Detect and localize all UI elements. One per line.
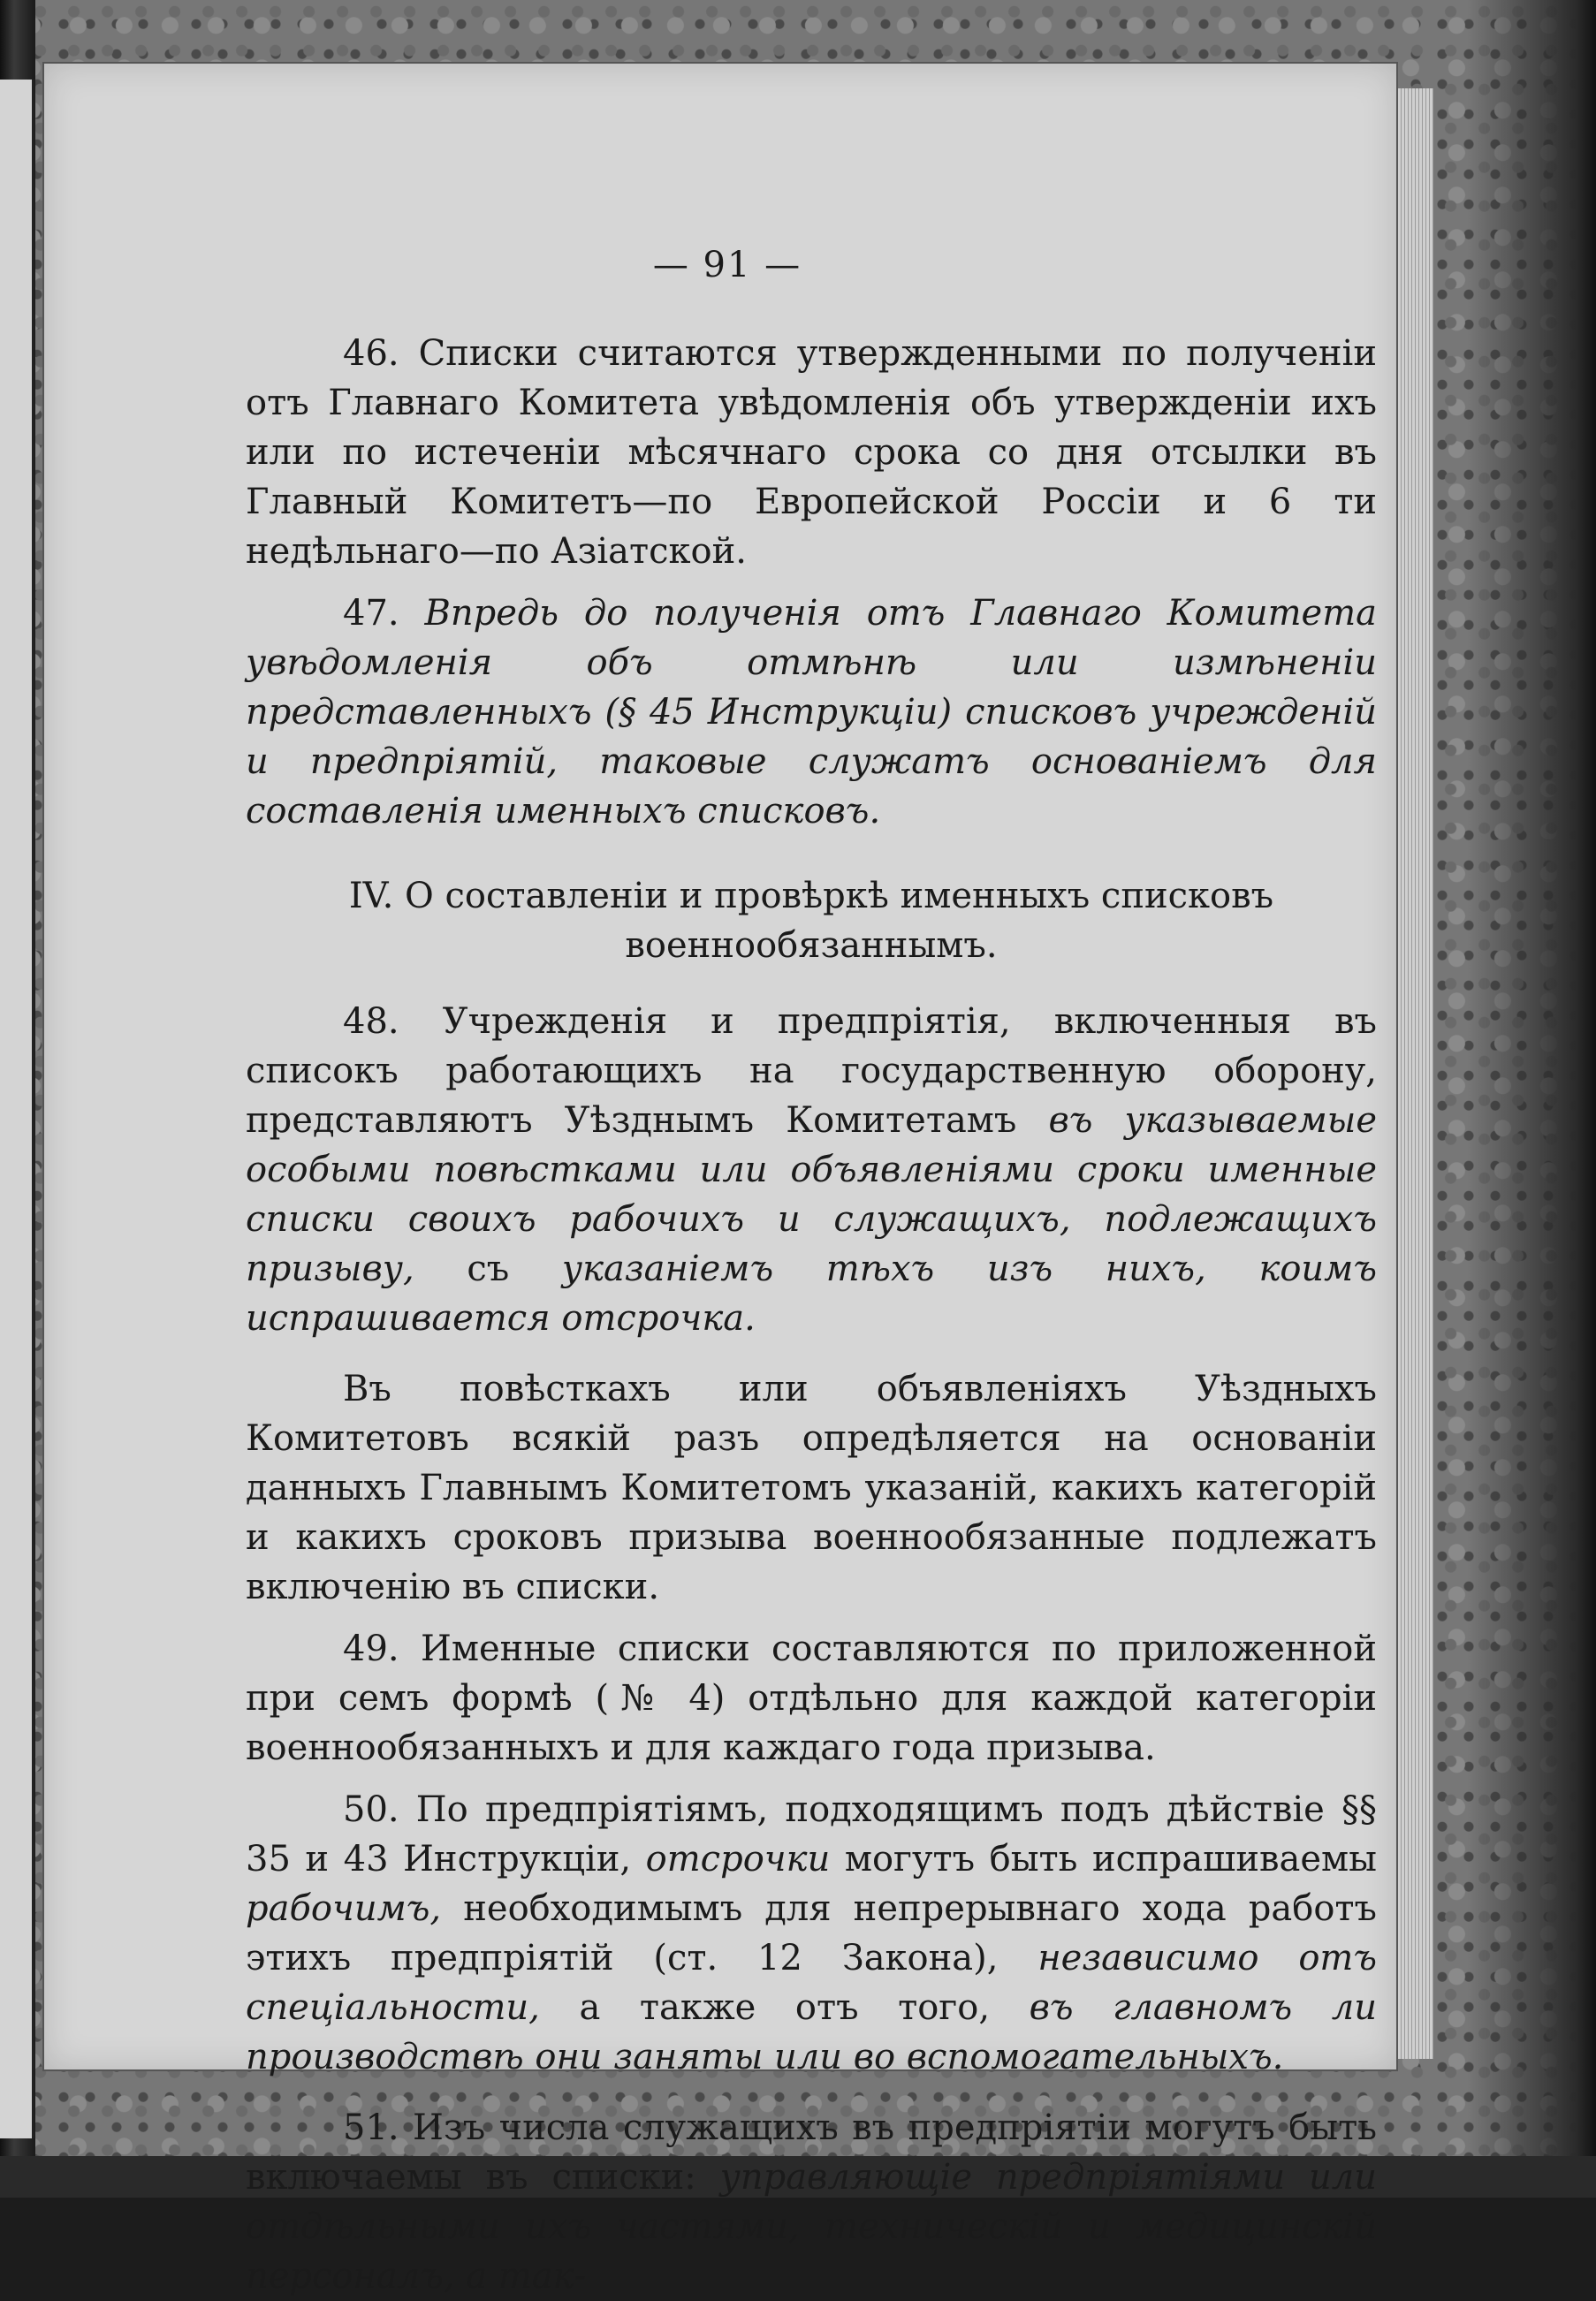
paragraph-50-text-d: а также отъ того, — [539, 1987, 1030, 2028]
paragraph-47-number: 47. — [343, 593, 425, 634]
section-iv-title: IV. О составленіи и провѣркѣ именныхъ списковъ военнообязаннымъ. — [348, 876, 1274, 966]
previous-page-edge — [0, 80, 34, 2138]
page-text — [246, 240, 1377, 2301]
paragraph-50-italic-1: отсрочки — [645, 1839, 831, 1880]
paragraph-46 — [246, 329, 1377, 576]
paragraph-51-italic: управляющіе предпріятіями или отдѣльными ихъ частями, техническій и медицинскій персоналъ, а так- — [246, 2157, 1377, 2297]
paragraph-48-continuation-text: Въ повѣсткахъ или объявленіяхъ Уѣздныхъ Комитетовъ всякій разъ опредѣляется на основаніи данныхъ Главнымъ Комитетомъ указаній, какихъ категорій и какихъ сроковъ призыва военнообязанные подлежатъ включенію въ списки. — [246, 1369, 1377, 1607]
cover-shadow — [1467, 0, 1596, 2198]
book-page — [42, 62, 1398, 2297]
paragraph-49-text: 49. Именные списки составляются по приложенной при семъ формѣ (№ 4) отдѣльно для каждой категоріи военнообязанныхъ и для каждаго года призыва. — [246, 1629, 1377, 1768]
paragraph-51-text-a: 51. Изъ числа служащихъ въ предпріятіи могутъ быть включаемы въ списки: — [246, 2107, 1377, 2198]
paragraph-48 — [246, 997, 1377, 1343]
paragraph-50-text-a: 50. По предпріятіямъ, подходящимъ подъ дѣйствіе §§ 35 и 43 Инструкціи, — [246, 1789, 1377, 1880]
paragraph-50-text-b: могутъ быть испрашиваемы — [830, 1839, 1377, 1880]
page-number: — 91 — — [652, 245, 802, 285]
paragraph-48-italic-1: въ указываемые особыми повѣстками или объявленіями сроки именные списки своихъ рабочихъ и служащихъ, подлежащихъ призыву, — [246, 1100, 1378, 1289]
paragraph-50-italic-4: въ главномъ ли производствѣ они заняты или во вспомогательныхъ. — [246, 1987, 1377, 2077]
paragraph-48-continuation — [246, 1364, 1377, 1612]
section-iv-heading — [246, 871, 1377, 970]
paragraph-50-text-c: необходимымъ для непрерывнаго хода работъ этихъ предпріятій (ст. 12 Закона), — [246, 1888, 1377, 1978]
paragraph-51 — [246, 2103, 1377, 2301]
paragraph-48-text-b: съ — [414, 1249, 562, 1289]
paragraph-50 — [246, 1785, 1377, 2082]
paragraph-47 — [246, 589, 1377, 836]
paragraph-50-italic-2: рабочимъ, — [246, 1888, 442, 1929]
paragraph-48-italic-2: указаніемъ тѣхъ изъ нихъ, коимъ испрашивается отсрочка. — [246, 1249, 1378, 1339]
paragraph-47-italic: Впредь до полученія отъ Главнаго Комитета увѣдомленія объ отмѣнѣ или измѣненіи представленныхъ (§ 45 Инструкціи) списковъ учрежденій и предпріятій, таковые служатъ основаніемъ для составленія именныхъ списковъ. — [246, 593, 1378, 832]
paragraph-50-italic-3: независимо отъ спеціальности, — [246, 1938, 1377, 2028]
paragraph-49 — [246, 1624, 1377, 1773]
paragraph-46-text: 46. Списки считаются утвержденными по полученіи отъ Главнаго Комитета увѣдомленія объ утвержденіи ихъ или по истеченіи мѣсячнаго срока со дня отсылки въ Главный Комитетъ—по Европейской Россіи и 6 ти недѣльнаго—по Азіатской. — [246, 333, 1377, 572]
paragraph-48-text-a: 48. Учрежденія и предпріятія, включенныя въ списокъ работающихъ на государственную оборону, представляютъ Уѣзднымъ Комитетамъ — [246, 1001, 1377, 1141]
